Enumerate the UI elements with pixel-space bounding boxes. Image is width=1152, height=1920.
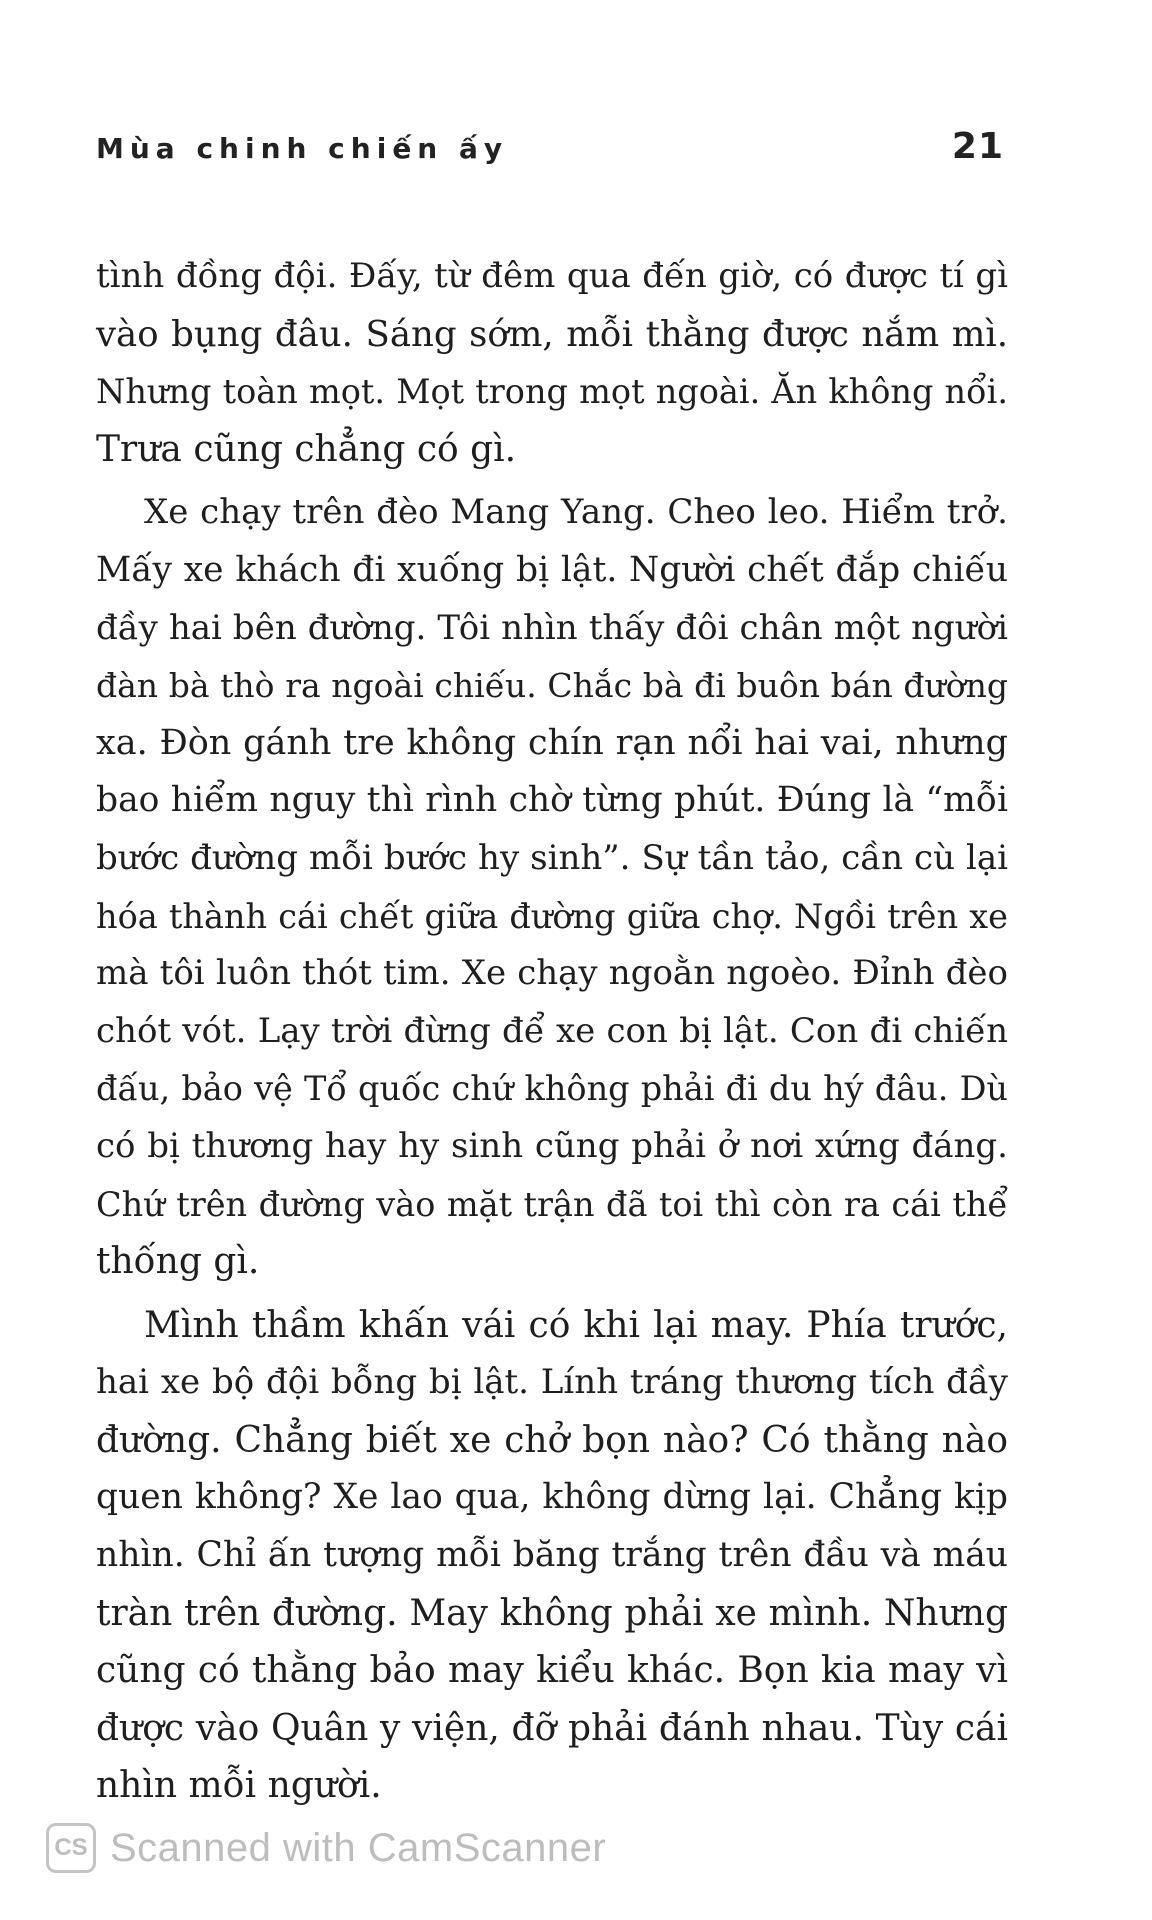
text-line: Chứ trên đường vào mặt trận đã toi thì còn ra cái thể [96, 1184, 1008, 1224]
text-line: tràn trên đường. May không phải xe mình. Nhưng [96, 1592, 1008, 1634]
paragraph-1 [96, 248, 1008, 478]
text-line: Nhưng toàn mọt. Mọt trong mọt ngoài. Ăn không nổi. [96, 372, 1008, 412]
text-line: hóa thành cái chết giữa đường giữa chợ. Ngồi trên xe [96, 896, 1008, 936]
text-line: vào bụng đâu. Sáng sớm, mỗi thằng được nắm mì. [96, 313, 1008, 355]
page-number: 21 [951, 126, 1004, 167]
watermark-text: Scanned with CamScanner [110, 1825, 607, 1870]
running-header [96, 126, 1004, 174]
text-line: có bị thương hay hy sinh cũng phải ở nơi xứng đáng. [96, 1125, 1008, 1166]
text-line: nhìn. Chỉ ấn tượng mỗi băng trắng trên đầu và máu [96, 1535, 1008, 1576]
text-line: đường. Chẳng biết xe chở bọn nào? Có thằng nào [96, 1419, 1008, 1461]
text-line: bước đường mỗi bước hy sinh”. Sự tần tảo, cần cù lại [96, 837, 1008, 878]
camscanner-logo-icon: CS [46, 1823, 96, 1873]
text-line: nhìn mỗi người. [96, 1765, 382, 1807]
text-line: mà tôi luôn thót tim. Xe chạy ngoằn ngoèo. Đỉnh đèo [96, 953, 1008, 994]
text-line: xa. Đòn gánh tre không chín rạn nổi hai vai, nhưng [96, 722, 1008, 763]
text-line: Mình thầm khấn vái có khi lại may. Phía trước, [144, 1304, 1008, 1346]
camscanner-watermark [46, 1818, 606, 1878]
text-line: chót vót. Lạy trời đừng để xe con bị lật. Con đi chiến [96, 1010, 1008, 1051]
text-line: được vào Quân y viện, đỡ phải đánh nhau. Tùy cái [96, 1707, 1008, 1749]
body-text [96, 248, 1008, 1815]
text-line: thống gì. [96, 1241, 260, 1283]
text-line: đàn bà thò ra ngoài chiếu. Chắc bà đi buôn bán đường [96, 666, 1008, 706]
text-line: bao hiểm nguy thì rình chờ từng phút. Đúng là “mỗi [96, 780, 1008, 821]
text-line: cũng có thằng bảo may kiểu khác. Bọn kia may vì [96, 1650, 1008, 1692]
text-line: Xe chạy trên đèo Mang Yang. Cheo leo. Hiểm trở. [144, 492, 1008, 533]
running-title: Mùa chinh chiến ấy [96, 132, 509, 165]
text-line: tình đồng đội. Đấy, từ đêm qua đến giờ, có được tí gì [96, 256, 1008, 296]
text-line: Mấy xe khách đi xuống bị lật. Người chết đắp chiếu [96, 549, 1008, 590]
text-line: Trưa cũng chẳng có gì. [96, 428, 517, 470]
text-line: đầy hai bên đường. Tôi nhìn thấy đôi chân một người [96, 607, 1008, 648]
text-line: hai xe bộ đội bỗng bị lật. Lính tráng thương tích đầy [96, 1362, 1008, 1403]
paragraph-3 [96, 1297, 1008, 1815]
text-line: đấu, bảo vệ Tổ quốc chứ không phải đi du hý đâu. Dù [96, 1069, 1008, 1109]
text-line: quen không? Xe lao qua, không dừng lại. Chẳng kịp [96, 1477, 1008, 1518]
paragraph-2 [96, 484, 1008, 1290]
